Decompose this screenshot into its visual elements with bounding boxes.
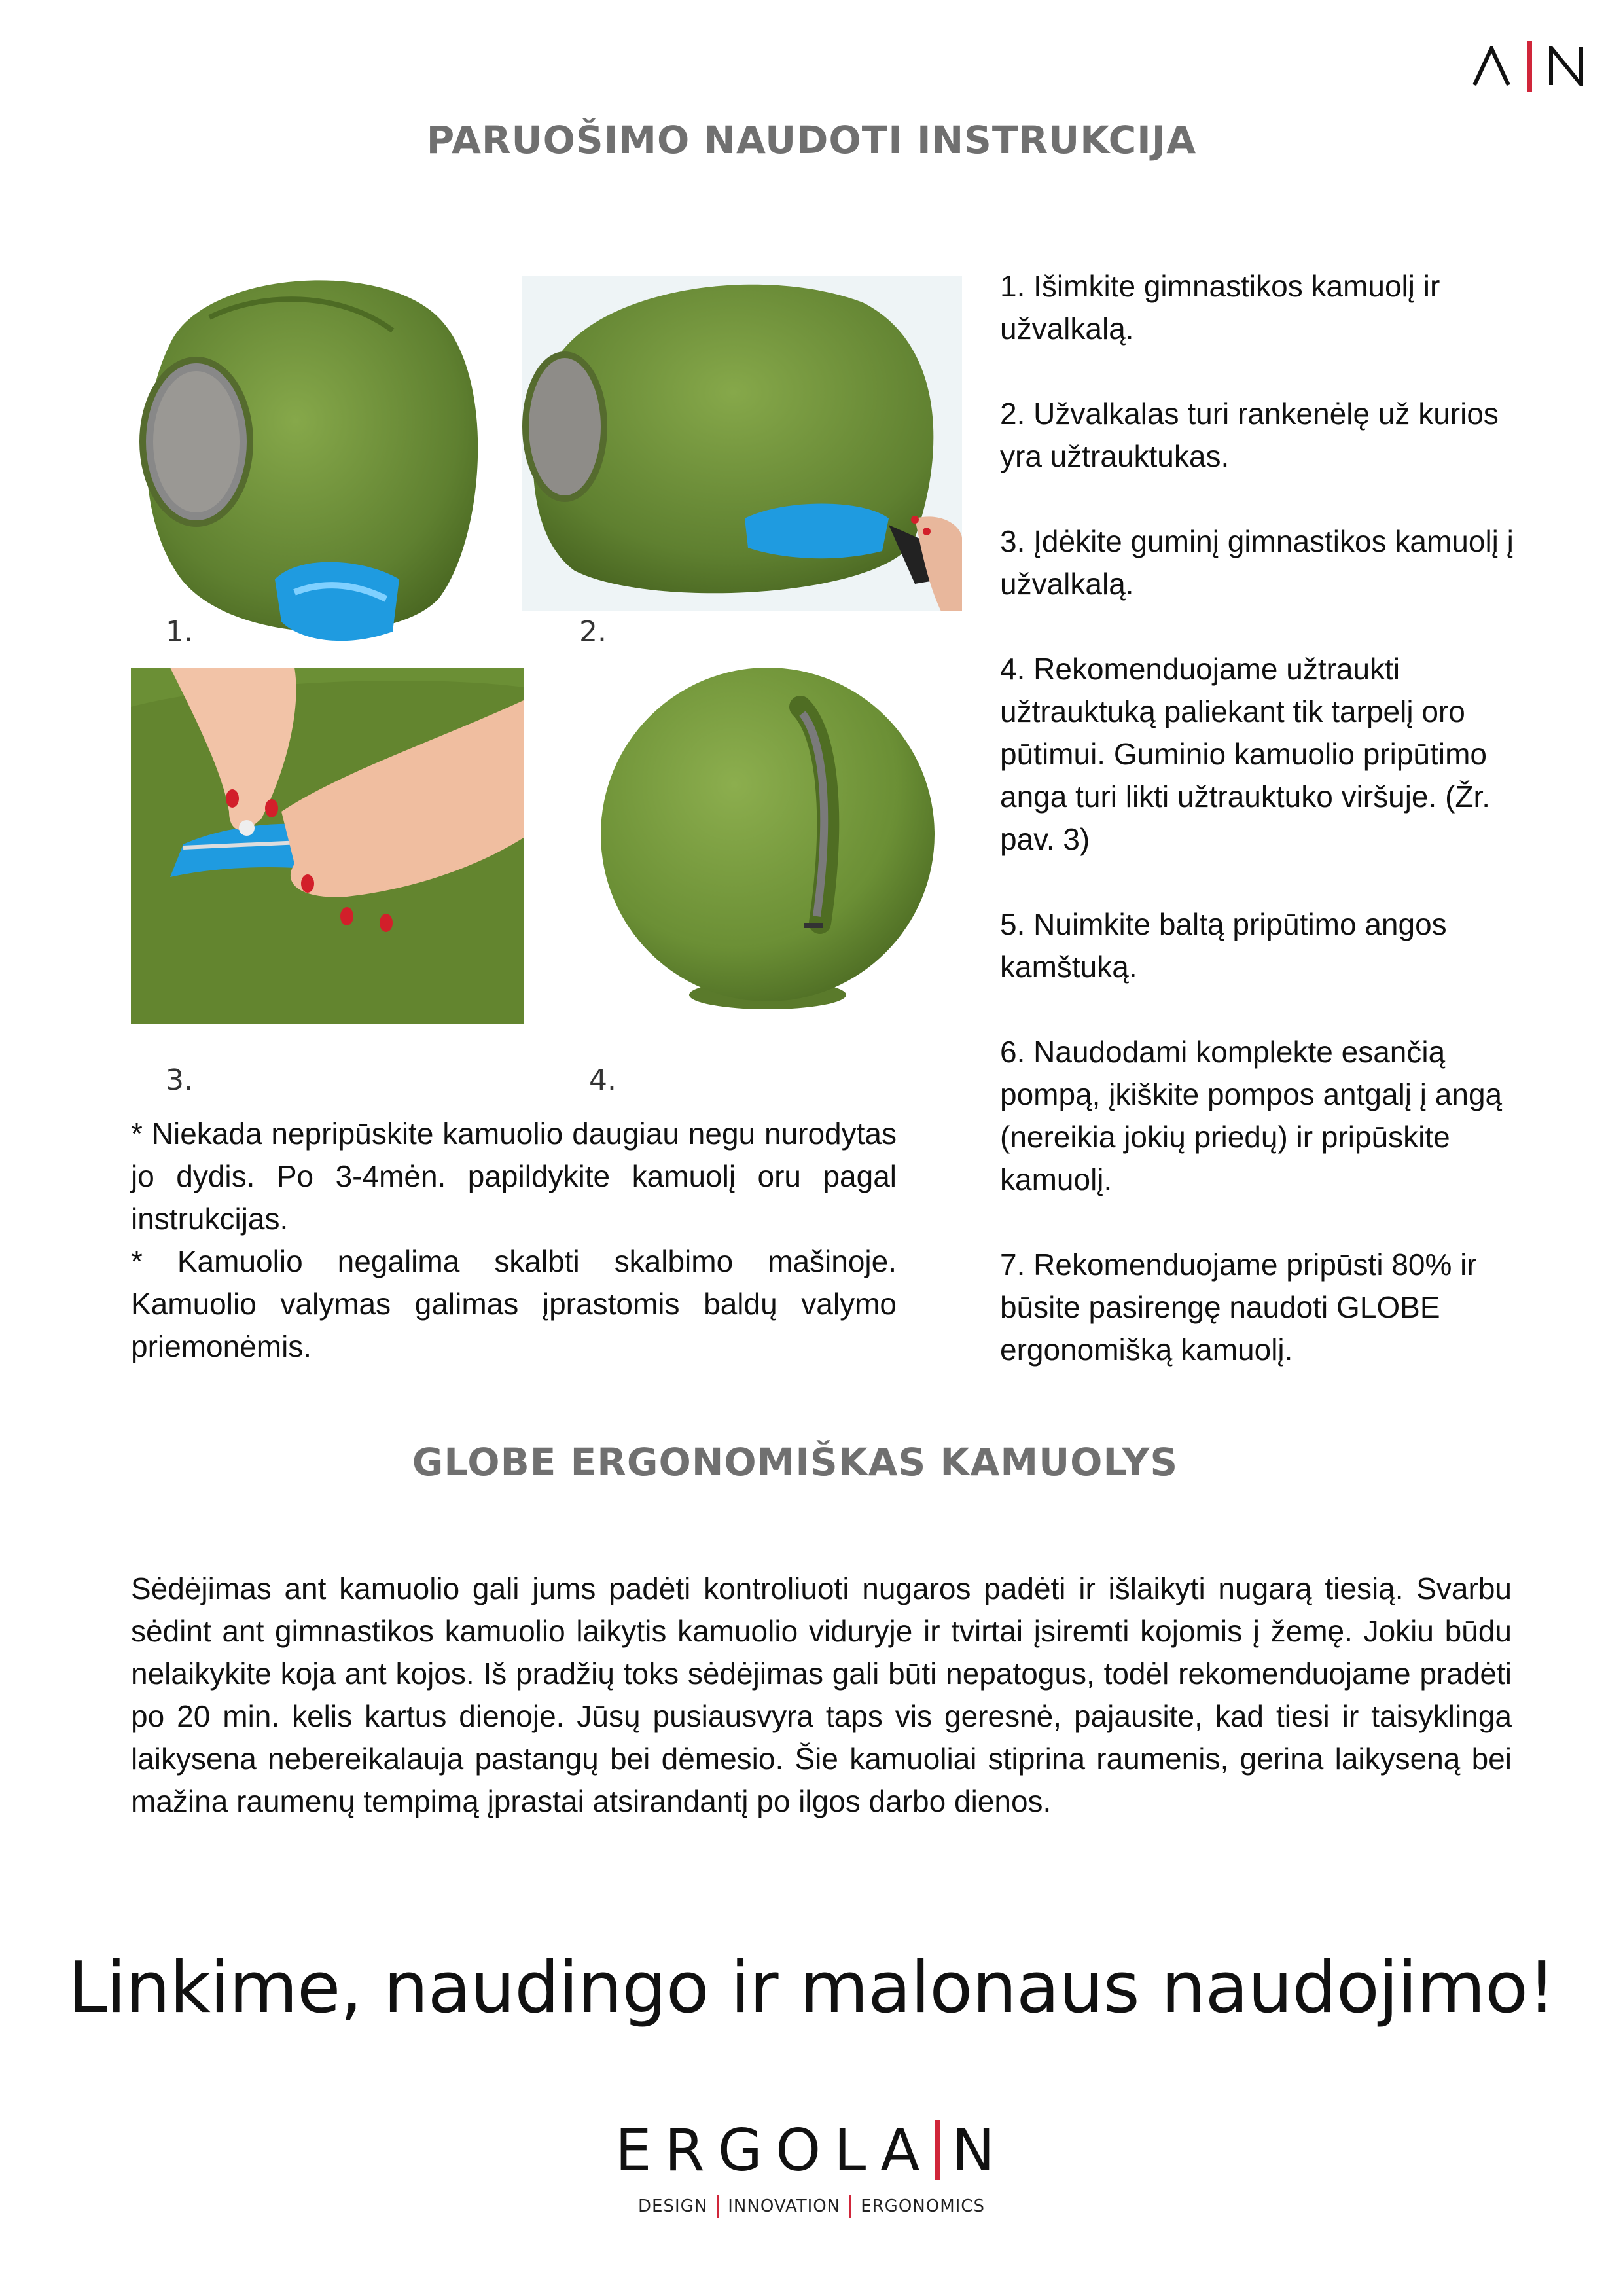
brand-tagline (615, 2195, 1008, 2218)
section-2-paragraph: Sėdėjimas ant kamuolio gali jums padėti kontroliuoti nugaros padėti ir išlaikyti nugarą tiesią. Svarbu sėdint ant gimnastikos kamuolio laikytis kamuolio viduryje ir tvirtai įsiremti kojomis į žemę. Jokiu būdu nelaikykite koja ant kojos. Iš pradžių toks sėdėjimas gali būti nepatogus, todėl rekomenduojame pradėti po 20 min. kelis kartus dienoje. Jūsų pusiausvyra taps vis geresnė, pajausite, kad tiesi ir taisyklinga laikysena nebereikalauja pastangų bei dėmesio. Šie kamuoliai stiprina raumenis, gerina laikyseną bei mažina raumenų tempimą įprastai atsirandantį po ilgos darbo dienos. (131, 1571, 1512, 1818)
step-2: 2. Užvalkalas turi rankenėlę už kurios yra užtrauktukas. (1000, 397, 1499, 473)
photo-step-3 (131, 668, 524, 1024)
figure-label-4: 4. (589, 1064, 616, 1097)
tagline-design: DESIGN (638, 2197, 708, 2216)
step-6: 6. Naudodami komplekte esančią pompą, įkiškite pompos antgalį į angą (nereikia jokių priedų) ir pripūskite kamuolį. (1000, 1035, 1503, 1196)
closing-message: Linkime, naudingo ir malonaus naudojimo! (67, 1947, 1556, 2029)
brand-name-right: N (952, 2116, 1008, 2184)
brand-wordmark (615, 2117, 1008, 2183)
note-cleaning: * Kamuolio negalima skalbti skalbimo mašinoje. Kamuolio valymas galimas įprastomis baldų valymo priemonėmis. (131, 1244, 897, 1363)
figure-label-3: 3. (166, 1064, 193, 1097)
page-title: PARUOŠIMO NAUDOTI INSTRUKCIJA (426, 118, 1197, 162)
brand-red-bar (935, 2120, 940, 2180)
figure-label-2: 2. (579, 615, 607, 649)
step-3: 3. Įdėkite guminį gimnastikos kamuolį į užvalkalą. (1000, 524, 1514, 601)
step-4: 4. Rekomenduojame užtraukti užtrauktuką paliekant tik tarpelį oro pūtimui. Guminio kamuolio pripūtimo anga turi likti užtrauktuko viršuje. (Žr. pav. 3) (1000, 652, 1491, 856)
lambda-glyph (1472, 46, 1510, 86)
corner-logo (1472, 41, 1584, 92)
tagline-innovation: INNOVATION (728, 2197, 841, 2216)
tagline-ergonomics: ERGONOMICS (861, 2197, 985, 2216)
note-inflation: * Niekada nepripūskite kamuolio daugiau negu nurodytas jo dydis. Po 3-4mėn. papildykite kamuolį oru pagal instrukcijas. (131, 1117, 897, 1236)
tagline-separator (849, 2195, 851, 2218)
section-2-header (0, 1440, 1590, 1484)
n-glyph (1548, 46, 1584, 86)
photo-step-4 (594, 668, 941, 1016)
brand-logo (615, 2117, 1008, 2222)
header (0, 118, 1623, 162)
section-2-title: GLOBE ERGONOMIŠKAS KAMUOLYS (412, 1440, 1179, 1484)
photo-step-2 (522, 276, 962, 611)
care-notes (131, 1113, 897, 1368)
step-5: 5. Nuimkite baltą pripūtimo angos kamštuką. (1000, 907, 1447, 984)
instruction-steps (1000, 265, 1543, 1414)
brand-name-left: ERGOLA (615, 2116, 933, 2184)
figure-label-1: 1. (166, 615, 193, 649)
tagline-separator (717, 2195, 719, 2218)
photo-step-1 (131, 265, 488, 648)
logo-red-bar (1527, 41, 1532, 92)
step-7: 7. Rekomenduojame pripūsti 80% ir būsite pasirengę naudoti GLOBE ergonomišką kamuolį. (1000, 1247, 1477, 1367)
step-1: 1. Išimkite gimnastikos kamuolį ir užvalkalą. (1000, 269, 1440, 346)
